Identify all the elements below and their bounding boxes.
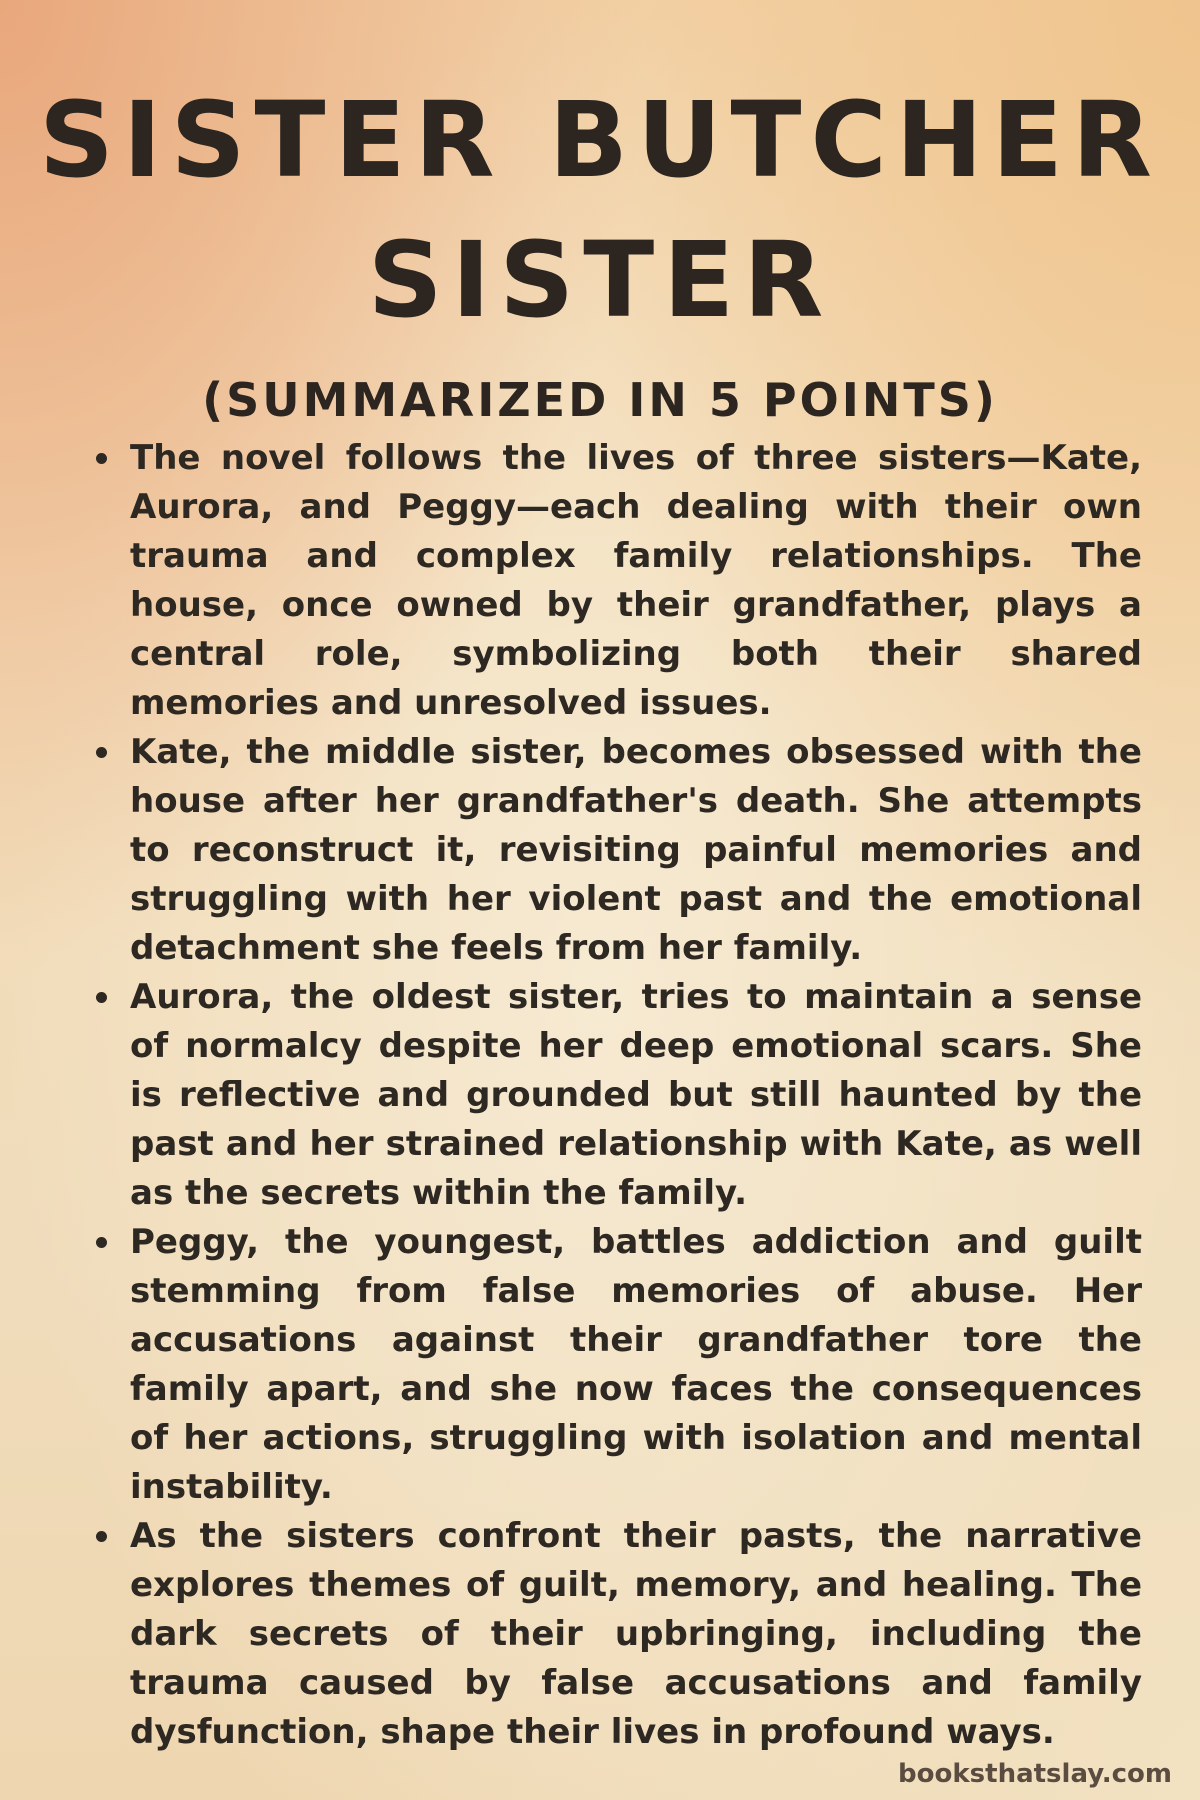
summary-point-text: Kate, the middle sister, becomes obsessed with the house after her grandfather's death. She attempts to reconstruct it, revisiting painful memories and struggling with her violent past and the emotional detachment she feels from her family.: [130, 732, 1142, 968]
bullet-icon: [96, 992, 107, 1003]
summary-point: [92, 434, 1142, 728]
summary-point: [92, 1218, 1142, 1512]
summary-point-text: As the sisters confront their pasts, the narrative explores themes of guilt, memory, and healing. The dark secrets of their upbringing, including the trauma caused by false accusations and family dysfunction, shape their lives in profound ways.: [130, 1516, 1142, 1752]
website-credit: booksthatslay.com: [898, 1759, 1172, 1789]
bullet-icon: [96, 747, 107, 758]
bullet-icon: [96, 453, 107, 464]
book-title: SISTER BUTCHER SISTER: [39, 79, 1161, 341]
summary-points-list: [92, 434, 1142, 1757]
bullet-icon: [96, 1237, 107, 1248]
summary-point: [92, 728, 1142, 973]
summary-point-text: Aurora, the oldest sister, tries to maintain a sense of normalcy despite her deep emotional scars. She is reflective and grounded but still haunted by the past and her strained relationship with Kate, as well as the secrets within the family.: [130, 977, 1142, 1213]
summary-point-text: Peggy, the youngest, battles addiction and guilt stemming from false memories of abuse. Her accusations against their grandfather tore the family apart, and she now faces the consequences of her actions, struggling with isolation and mental instability.: [130, 1222, 1142, 1507]
summary-subtitle: (SUMMARIZED IN 5 POINTS): [202, 373, 998, 427]
bullet-icon: [96, 1531, 107, 1542]
summary-point: [92, 1512, 1142, 1757]
summary-point: [92, 973, 1142, 1218]
summary-point-text: The novel follows the lives of three sisters—Kate, Aurora, and Peggy—each dealing with their own trauma and complex family relationships. The house, once owned by their grandfather, plays a central role, symbolizing both their shared memories and unresolved issues.: [130, 438, 1142, 723]
